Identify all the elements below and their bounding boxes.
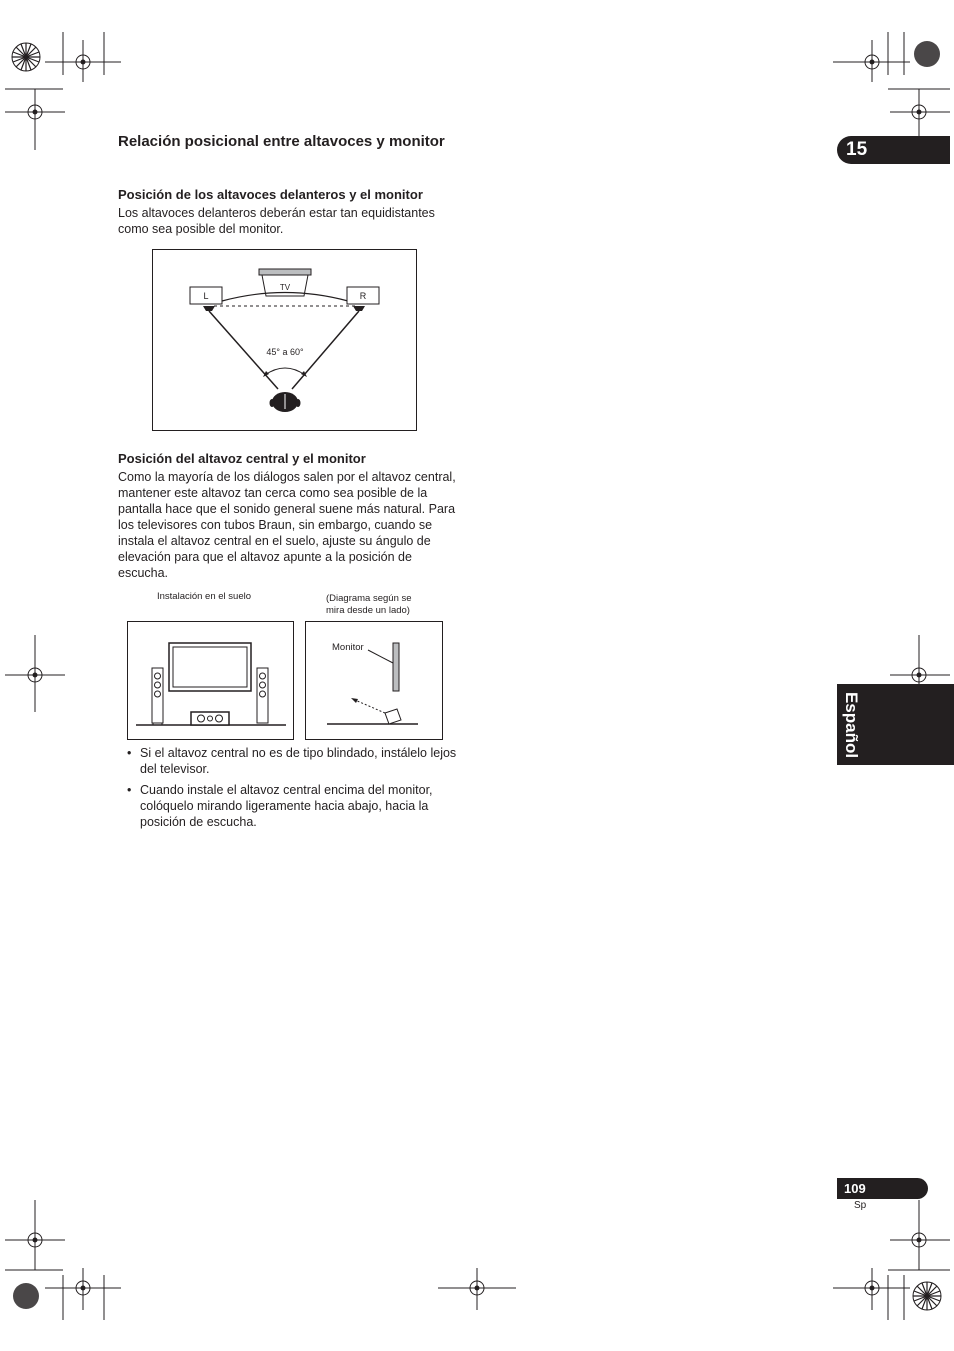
front-speaker-diagram	[152, 249, 418, 432]
side-view-caption-line2: mira desde un lado)	[326, 605, 410, 616]
page-language-code: Sp	[854, 1200, 867, 1211]
front-speakers-body: Los altavoces delanteros deberán estar tan equidistantes como sea posible del monitor.	[118, 206, 435, 236]
list-item-text: Cuando instale el altavoz central encima del monitor, colóquelo mirando ligeramente hacia abajo, hacia la posición de escucha.	[140, 783, 433, 829]
page-number: 109	[844, 1181, 866, 1196]
floor-installation-figure	[127, 621, 295, 741]
floor-installation-caption: Instalación en el suelo	[157, 591, 252, 602]
side-view-figure	[305, 621, 444, 741]
right-tower-speaker-icon	[257, 668, 268, 723]
monitor-side-icon	[393, 643, 399, 691]
bullet-icon: •	[127, 746, 132, 760]
side-view-caption-line1: (Diagrama según se	[326, 593, 412, 604]
notes-list	[118, 745, 463, 835]
bullet-icon: •	[127, 783, 132, 797]
list-item	[118, 782, 463, 830]
list-item-text: Si el altavoz central no es de tipo blindado, instálelo lejos del televisor.	[140, 746, 457, 776]
list-item	[118, 745, 463, 777]
monitor-label: Monitor	[332, 642, 364, 653]
center-speaker-body: Como la mayoría de los diálogos salen por el altavoz central, mantener este altavoz tan cerca como sea posible de la pantalla hace que el sonido general suene más natural. Para los televisores con tubos Braun, sin embargo, cuando se instala el altavoz central en el suelo, ajuste su ángulo de elevación para que el altavoz apunte a la posición de escucha.	[118, 470, 456, 580]
front-speakers-heading: Posición de los altavoces delanteros y el monitor	[118, 187, 423, 202]
center-speaker-heading: Posición del altavoz central y el monitor	[118, 451, 366, 466]
right-speaker-label: R	[359, 291, 367, 301]
left-tower-speaker-icon	[152, 668, 163, 725]
chapter-number: 15	[846, 139, 868, 160]
flat-tv-icon	[169, 643, 251, 691]
section-title: Relación posicional entre altavoces y monitor	[118, 133, 445, 150]
center-speaker-icon	[191, 712, 229, 725]
tv-label: TV	[279, 283, 291, 292]
left-speaker-label: L	[203, 291, 209, 301]
angle-label: 45° a 60°	[266, 347, 304, 357]
language-tab-label: Español	[842, 691, 861, 759]
